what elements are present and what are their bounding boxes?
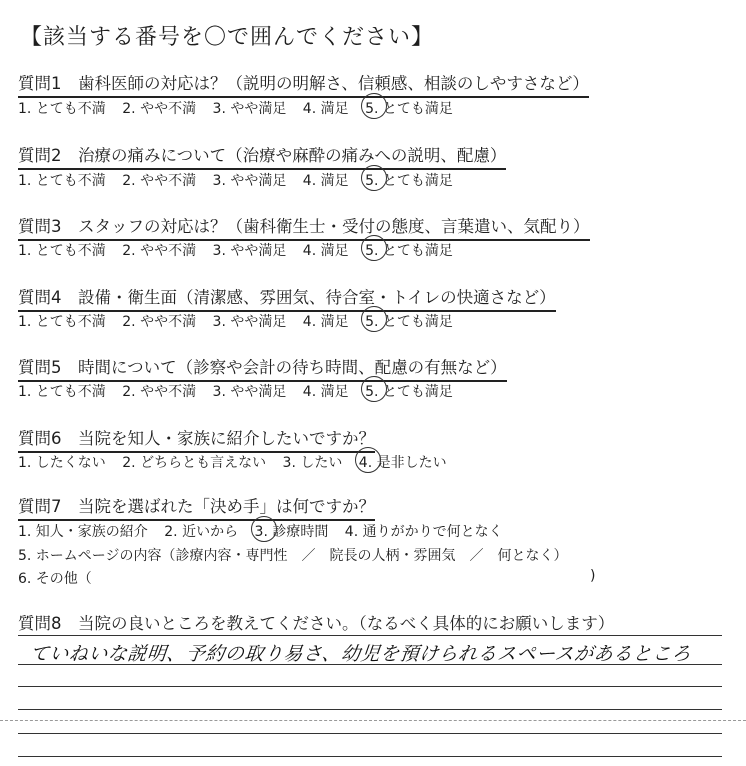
q7-option-4[interactable]: 4. 通りがかりで何となく xyxy=(344,524,503,540)
q3-option-3[interactable]: 3. やや満足 xyxy=(212,243,287,259)
page-cut-line xyxy=(0,720,746,721)
question-8-title: 質問8 当院の良いところを教えてください。（なるべく具体的にお願いします） xyxy=(18,614,615,633)
q7-option-2[interactable]: 2. 近いから xyxy=(164,524,239,540)
question-3-options xyxy=(18,240,465,260)
q1-option-2[interactable]: 2. やや不満 xyxy=(122,101,197,117)
question-1-options xyxy=(18,98,465,118)
question-3-title: 質問3 スタッフの対応は？（歯科衛生士・受付の態度、言葉遣い、気配り） xyxy=(18,213,590,241)
q5-option-1[interactable]: 1. とても不満 xyxy=(18,384,106,400)
q2-option-1[interactable]: 1. とても不満 xyxy=(18,173,106,189)
q6-option-1[interactable]: 1. したくない xyxy=(18,455,106,471)
q6-option-4-selected[interactable]: 4. 是非したい xyxy=(359,452,447,472)
q6-option-2[interactable]: 2. どちらとも言えない xyxy=(122,455,267,471)
q2-option-4[interactable]: 4. 満足 xyxy=(302,173,349,189)
q2-option-2[interactable]: 2. やや不満 xyxy=(122,173,197,189)
question-1-title: 質問1 歯科医師の対応は？（説明の明解さ、信頼感、相談のしやすさなど） xyxy=(18,70,589,98)
q4-option-1[interactable]: 1. とても不満 xyxy=(18,314,106,330)
q4-option-5-selected[interactable]: 5. とても満足 xyxy=(365,311,453,331)
question-6-options xyxy=(18,452,459,472)
question-4-title: 質問4 設備・衛生面（清潔感、雰囲気、待合室・トイレの快適さなど） xyxy=(18,284,556,312)
q5-option-3[interactable]: 3. やや満足 xyxy=(212,384,287,400)
answer-line-5 xyxy=(18,733,722,734)
question-5-options xyxy=(18,381,465,401)
q4-option-3[interactable]: 3. やや満足 xyxy=(212,314,287,330)
q7-option-1[interactable]: 1. 知人・家族の紹介 xyxy=(18,524,148,540)
question-2-options xyxy=(18,170,465,190)
question-5-title: 質問5 時間について（診察や会計の待ち時間、配慮の有無など） xyxy=(18,354,507,382)
q5-option-2[interactable]: 2. やや不満 xyxy=(122,384,197,400)
q7-option-3-selected[interactable]: 3. 診療時間 xyxy=(255,521,329,541)
q5-option-4[interactable]: 4. 満足 xyxy=(302,384,349,400)
answer-line-1 xyxy=(18,635,722,636)
q4-option-2[interactable]: 2. やや不満 xyxy=(122,314,197,330)
q7-option-6[interactable]: 6. その他（ xyxy=(18,571,92,587)
question-7-title: 質問7 当院を選ばれた「決め手」は何ですか？ xyxy=(18,493,375,521)
handwritten-answer: ていねいな説明、予約の取り易さ、幼児を預けられるスペースがあるところ xyxy=(28,643,693,665)
question-7-options-line-1 xyxy=(18,521,515,541)
q4-option-4[interactable]: 4. 満足 xyxy=(302,314,349,330)
q1-option-1[interactable]: 1. とても不満 xyxy=(18,101,106,117)
q3-option-2[interactable]: 2. やや不満 xyxy=(122,243,197,259)
question-2-title: 質問2 治療の痛みについて（治療や麻酔の痛みへの説明、配慮） xyxy=(18,142,506,170)
q6-option-3[interactable]: 3. したい xyxy=(282,455,343,471)
q1-option-4[interactable]: 4. 満足 xyxy=(302,101,349,117)
answer-line-4 xyxy=(18,709,722,710)
q1-option-3[interactable]: 3. やや満足 xyxy=(212,101,287,117)
answer-line-6 xyxy=(18,756,722,757)
question-6-title: 質問6 当院を知人・家族に紹介したいですか？ xyxy=(18,425,375,453)
q2-option-5-selected[interactable]: 5. とても満足 xyxy=(365,170,453,190)
q3-option-5-selected[interactable]: 5. とても満足 xyxy=(365,240,453,260)
q5-option-5-selected[interactable]: 5. とても満足 xyxy=(365,381,453,401)
q3-option-4[interactable]: 4. 満足 xyxy=(302,243,349,259)
q1-option-5-selected[interactable]: 5. とても満足 xyxy=(365,98,453,118)
q7-option-5[interactable]: 5. ホームページの内容（診療内容・専門性 ／ 院長の人柄・雰囲気 ／ 何となく） xyxy=(18,548,568,564)
answer-line-2 xyxy=(18,664,722,665)
answer-line-3 xyxy=(18,686,722,687)
q2-option-3[interactable]: 3. やや満足 xyxy=(212,173,287,189)
question-4-options xyxy=(18,311,465,331)
q7-other-close-paren: ) xyxy=(590,568,596,584)
q3-option-1[interactable]: 1. とても不満 xyxy=(18,243,106,259)
instruction-header: 【該当する番号を〇で囲んでください】 xyxy=(20,25,435,50)
